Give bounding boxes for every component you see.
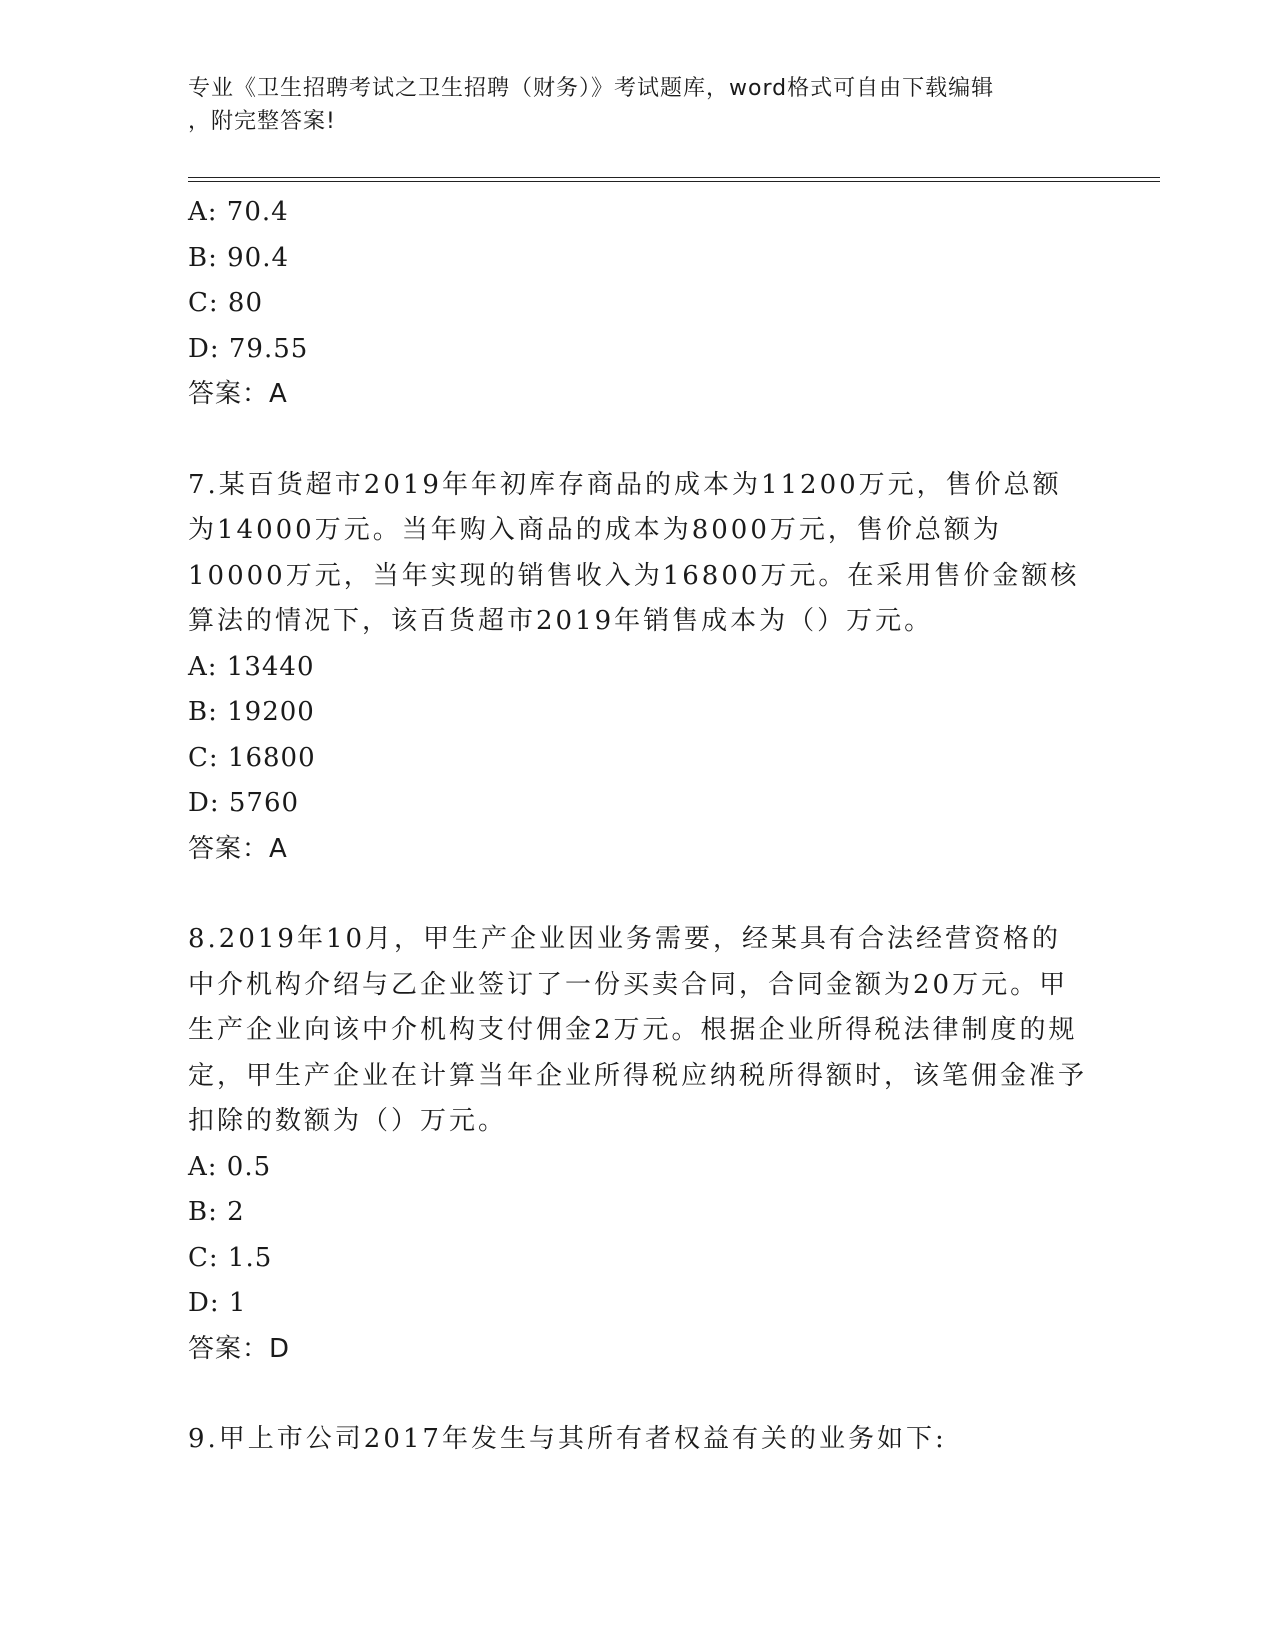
question-text: 7.某百货超市2019年年初库存商品的成本为11200万元，售价总额为14000万元。当年购入商品的成本为8000万元，售价总额为10000万元，当年实现的销售收入为16800万元。在采用售价金额核算法的情况下，该百货超市2019年销售成本为（）万元。: [188, 469, 1080, 636]
option-b: B: 19200: [188, 697, 315, 727]
option-d: D: 5760: [188, 788, 300, 818]
option-c: C: 16800: [188, 742, 316, 773]
option-d: D: 1: [188, 1288, 247, 1318]
header-line-1: 专业《卫生招聘考试之卫生招聘（财务）》考试题库，word格式可自由下载编辑: [188, 76, 995, 101]
question-8: [188, 917, 1088, 1372]
header-divider-bottom: [188, 181, 1160, 182]
option-c: C: 1.5: [188, 1242, 273, 1273]
answer-label: 答案：A: [188, 833, 288, 864]
option-a: A: 13440: [188, 651, 315, 682]
answer-label: 答案：A: [188, 379, 288, 409]
header-divider-top: [188, 177, 1160, 178]
spacer: [188, 1372, 1088, 1417]
option-a: A: 0.5: [188, 1151, 272, 1182]
question-7: [188, 463, 1088, 873]
document-header: [188, 72, 1068, 138]
spacer: [188, 418, 1088, 463]
option-b: B: 2: [188, 1197, 245, 1227]
question-6-continued: [188, 190, 1088, 418]
question-text: 9.甲上市公司2017年发生与其所有者权益有关的业务如下:: [188, 1424, 947, 1454]
option-a: A: 70.4: [188, 197, 289, 227]
question-list: [188, 190, 1088, 1463]
question-text: 8.2019年10月，甲生产企业因业务需要，经某具有合法经营资格的中介机构介绍与乙企业签订了一份买卖合同，合同金额为20万元。甲生产企业向该中介机构支付佣金2万元。根据企业所得税法律制度的规定，甲生产企业在计算当年企业所得税应纳税所得额时，该笔佣金准予扣除的数额为（）万元。: [188, 924, 1088, 1136]
option-c: C: 80: [188, 288, 264, 318]
question-9: [188, 1417, 1088, 1463]
option-d: D: 79.55: [188, 333, 309, 364]
option-b: B: 90.4: [188, 242, 290, 273]
answer-label: 答案：D: [188, 1333, 291, 1364]
header-line-2: ，附完整答案!: [188, 109, 336, 134]
spacer: [188, 872, 1088, 917]
